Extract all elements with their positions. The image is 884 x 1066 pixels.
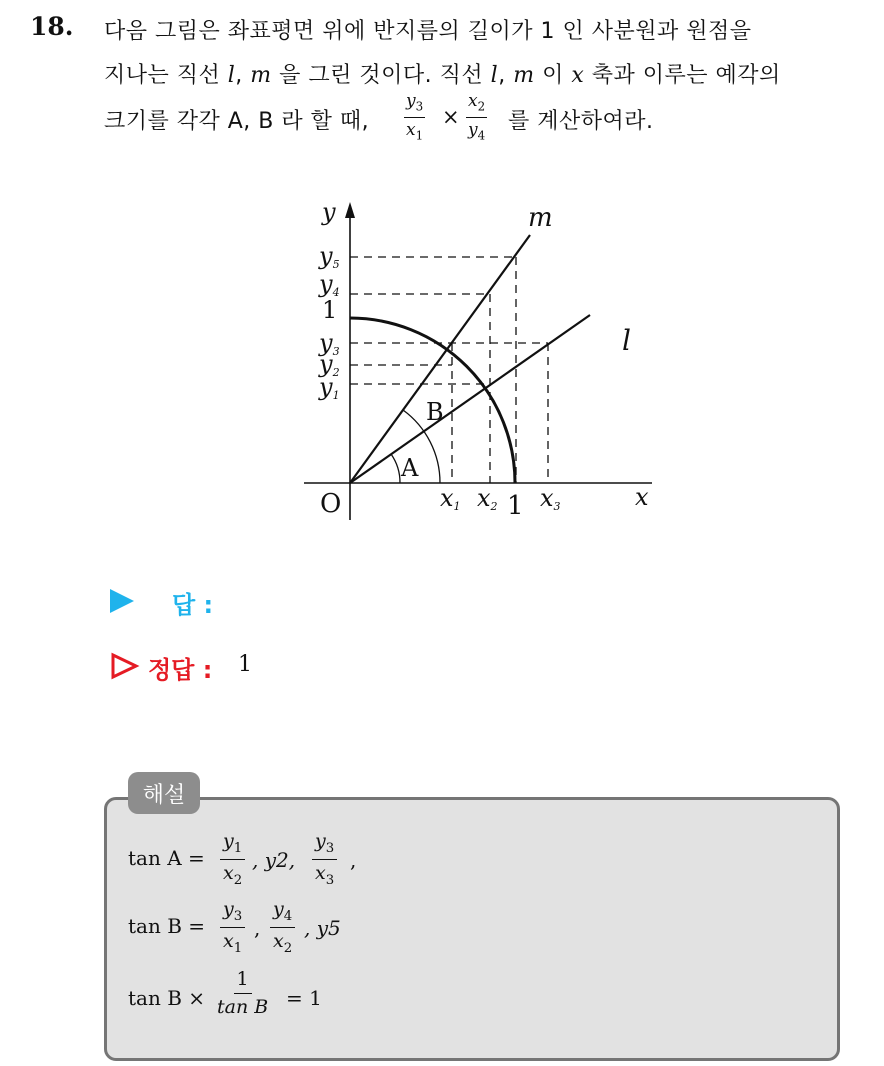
y1-label: y1 <box>319 373 340 402</box>
question-text: 지나는 직선 <box>104 63 228 88</box>
var-l: l <box>227 63 236 88</box>
quarter-circle-figure <box>290 190 670 530</box>
var-l: l <box>490 63 499 88</box>
correct-arrow-icon <box>110 652 140 680</box>
correct-label: 정답 : <box>148 656 213 684</box>
var-m: m <box>250 63 272 88</box>
explanation-tab: 해설 <box>128 772 200 814</box>
fraction-numerator: $y_3$ <box>404 93 425 118</box>
var-m: m <box>513 63 535 88</box>
question-fraction-1 <box>404 93 425 143</box>
eq1-lhs: tan A = <box>128 846 205 870</box>
y-axis-label: y <box>322 198 336 226</box>
var-x: x <box>571 63 585 88</box>
x-one-label: 1 <box>507 491 524 521</box>
eq2-fraction-2 <box>270 900 295 955</box>
x3-label: x3 <box>540 484 561 513</box>
question-number: 18. <box>30 12 74 41</box>
fraction-numerator: $y_1$ <box>220 832 245 860</box>
question-text: , <box>498 63 514 88</box>
question-line-3: 크기를 각각 A, B 라 할 때, <box>104 109 370 134</box>
fraction-denominator: $x_3$ <box>315 862 335 888</box>
eq2-lhs: tan B = <box>128 914 206 938</box>
eq3-rhs: = 1 <box>286 986 322 1010</box>
eq3-lhs: tan B × <box>128 986 206 1010</box>
fraction-numerator: $y_4$ <box>270 900 295 928</box>
correct-value: 1 <box>238 652 252 677</box>
eq2-end: , y5 <box>304 916 341 940</box>
angle-A-label: A <box>401 454 419 482</box>
y4-label: y4 <box>319 270 340 299</box>
angle-A-arc <box>391 454 400 483</box>
question-line-1: 다음 그림은 좌표평면 위에 반지름의 길이가 1 인 사분원과 원점을 <box>104 19 752 44</box>
question-line-2 <box>104 58 781 89</box>
question-text: 을 그린 것이다. 직선 <box>271 63 491 88</box>
fraction-numerator: $y_3$ <box>220 900 245 928</box>
fraction-denominator: $x_2$ <box>273 930 293 956</box>
line-m <box>350 235 530 483</box>
dashed-guides <box>350 257 548 483</box>
line-l <box>350 315 590 483</box>
answer-arrow-icon <box>110 589 134 613</box>
question-line-3-end: 를 계산하여라. <box>508 109 654 134</box>
fraction-denominator: $x_2$ <box>223 862 243 888</box>
fraction-numerator: 1 <box>234 970 252 994</box>
y-axis-arrow-icon <box>345 202 355 218</box>
eq3-fraction <box>214 970 271 1017</box>
eq2-fraction-1 <box>220 900 245 955</box>
x2-label: x2 <box>477 484 498 513</box>
question-text: 이 <box>534 63 572 88</box>
eq1-end: , <box>350 848 357 872</box>
explanation-box <box>104 797 840 1061</box>
eq1-fraction-2 <box>312 832 337 887</box>
y2-label: y2 <box>319 350 340 379</box>
answer-label: 답 : <box>172 591 214 619</box>
eq1-middle: , y2, <box>252 848 296 872</box>
angle-B-label: B <box>426 398 444 426</box>
question-fraction-2 <box>466 93 487 143</box>
x1-label: x1 <box>440 484 461 513</box>
line-l-label: l <box>622 324 631 357</box>
fraction-denominator: $y_4$ <box>468 120 486 143</box>
origin-label: O <box>320 489 342 519</box>
times-sign: × <box>442 105 460 129</box>
line-m-label: m <box>528 203 553 233</box>
x-axis-label: x <box>635 483 649 511</box>
y5-label: y5 <box>319 242 340 271</box>
fraction-denominator: tan B <box>217 996 269 1018</box>
fraction-denominator: $x_1$ <box>223 930 243 956</box>
fraction-denominator: $x_1$ <box>406 120 424 143</box>
eq2-separator: , <box>254 916 261 940</box>
eq1-fraction-1 <box>220 832 245 887</box>
question-text: 축과 이루는 예각의 <box>584 63 781 88</box>
question-text: , <box>235 63 251 88</box>
y3-label: y3 <box>319 329 340 358</box>
fraction-numerator: $x_2$ <box>466 93 487 118</box>
y-one-label: 1 <box>322 296 338 324</box>
fraction-numerator: $y_3$ <box>312 832 337 860</box>
